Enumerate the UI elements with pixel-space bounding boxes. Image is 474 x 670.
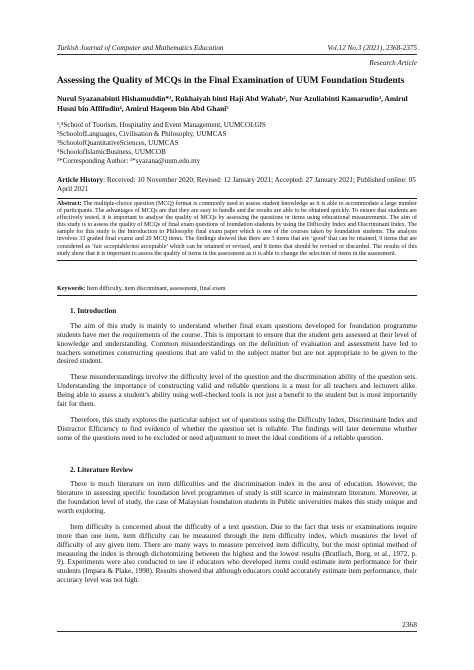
header-rule bbox=[57, 54, 417, 55]
affiliation-line: ¹,⁴School of Tourism, Hospitality and Event Management, UUMCOLGIS bbox=[57, 121, 266, 129]
affiliation-line: ²SchoolofLanguages, Civilisation & Philosophy, UUMCAS bbox=[57, 129, 227, 138]
article-type: Research Article bbox=[369, 59, 417, 67]
article-history bbox=[57, 176, 417, 194]
paragraph: Item difficulty is concerned about the difficulty of a text question. Due to the fact that tests or examinations require more than one item, item difficulty can be measured through the item difficulty index, which measures the level of difficulty of any given item. There are many ways to measure perceived item difficulty, but the most optimal method of measuring the index is through dichotomizing between the highest and the lowest results (Bratfisch, Borg, et al., 1972, p. 9). Experiments were also conducted to see if educators who developed items could estimate item performance for their students (Impara & Plake, 1998). Results showed that although educators could accurately estimate item performance, their accuracy level was not high. bbox=[57, 523, 417, 585]
abstract-label: Abstract: bbox=[57, 201, 82, 207]
corresponding-author: ¹*Corresponding Author: ¹*syazana@uum.edu.my bbox=[57, 156, 201, 165]
running-header bbox=[57, 44, 417, 52]
paragraph: There is much literature on item difficulties and the discrimination index in the area of education. However, the literature in assessing specific foundation level programmes of study is still scarce in mainstream literature. Moreover, at the foundation level of study, the case of Malaysian foundation students in Public universities makes this study unique and worth exploring. bbox=[57, 480, 417, 515]
history-text: : Received: 10 November 2020; Revised: 12 January 2021; Accepted: 27 January 2021; Published online: 05 April 2021 bbox=[57, 176, 416, 193]
paper-title: Assessing the Quality of MCQs in the Final Examination of UUM Foundation Students bbox=[57, 76, 405, 86]
affiliations bbox=[57, 121, 417, 166]
keywords-text: Item difficulty, item discriminant, assessment, final exam bbox=[85, 286, 226, 292]
affiliation-line: ³SchoolofQuantitativeSciences, UUMCAS bbox=[57, 138, 179, 147]
journal-name: Turkish Journal of Computer and Mathematics Education bbox=[57, 44, 224, 52]
footer-rule bbox=[57, 631, 417, 632]
abstract-text: The multiple-choice question (MCQ) format is commonly used to assess student knowledge as it is able to accommodate a large number of participants. The advantages of MCQs are that they are easy to handle and the results are able to be obtained quickly. To ensure that students are effectively tested, it is important to analyse the quality of MCQs by assessing the questions or items using educational measurements. The aim of this study is to assess the quality of MCQs of final exam questions of foundation students by using the Difficulty Index and Discriminant Index. The sample for this study is the Introduction to Philosophy final exam paper which is one of the courses taken by foundation students. The analysis involves 33 graded final exams and 20 MCQ items. The findings showed that there are 3 items that are ‘good’ that can be retained, 9 items that are considered as ‘fair acceptable/not acceptable’ which can be retained or revised, and 8 items that should be revised or discarded. The results of this study show that it is important to assess the quality of items in the assessment as it is able to change the selection of items in the assessment. bbox=[57, 201, 417, 257]
keywords bbox=[57, 286, 417, 296]
paragraph: Therefore, this study explores the particular subject set of questions using the Difficulty Index, Discriminant Index and Distractor Efficiency to find evidence of whether the question set is reliable. The findings will later determine whether some of the questions need to be excluded or need adjustment to meet the ideal conditions of a reliable question. bbox=[57, 416, 417, 442]
author-list: Nurul Syazanabinti Hishamuddin*¹, Rukhaiyah binti Haji Abd Wahab², Nur Azuliabinti Kamarudin³, Amirul Husni bin Affifudin⁴, Amirul Haqeem bin Abd Ghani⁵ bbox=[57, 94, 408, 113]
volume-info: Vol.12 No.3 (2021), 2368-2375 bbox=[327, 44, 417, 52]
history-label: Article History bbox=[57, 176, 104, 184]
abstract bbox=[57, 201, 417, 258]
section-heading-introduction: 1. Introduction bbox=[70, 307, 117, 315]
affiliation-line: ⁵SchoolofIslamicBusiness, UUMCOB bbox=[57, 147, 166, 156]
paragraph: These misunderstandings involve the difficulty level of the question and the discrimination ability of the question sets. Understanding the importance of constructing valid and reliable questions is a must for all teachers and lecturers alike. Being able to assess a student’s ability using well-checked tools is not just a benefit to the student but is most importantly fair for them. bbox=[57, 373, 417, 408]
abstract-box bbox=[57, 198, 417, 261]
section-heading-literature-review: 2. Literature Review bbox=[70, 466, 134, 474]
paragraph: The aim of this study is mainly to understand whether final exam questions developed for foundation programme students have met the requirements of the course. This is important to ensure that the student gets assessed at their level of knowledge and understanding. Common misunderstandings on the definition of evaluation and assessment have led to teachers sometimes constructing questions that are valid to the subject matter but are not appropriate to be given to the desired student. bbox=[57, 322, 417, 366]
keywords-label: Keywords: bbox=[57, 286, 86, 292]
page-number: 2368 bbox=[402, 620, 417, 629]
